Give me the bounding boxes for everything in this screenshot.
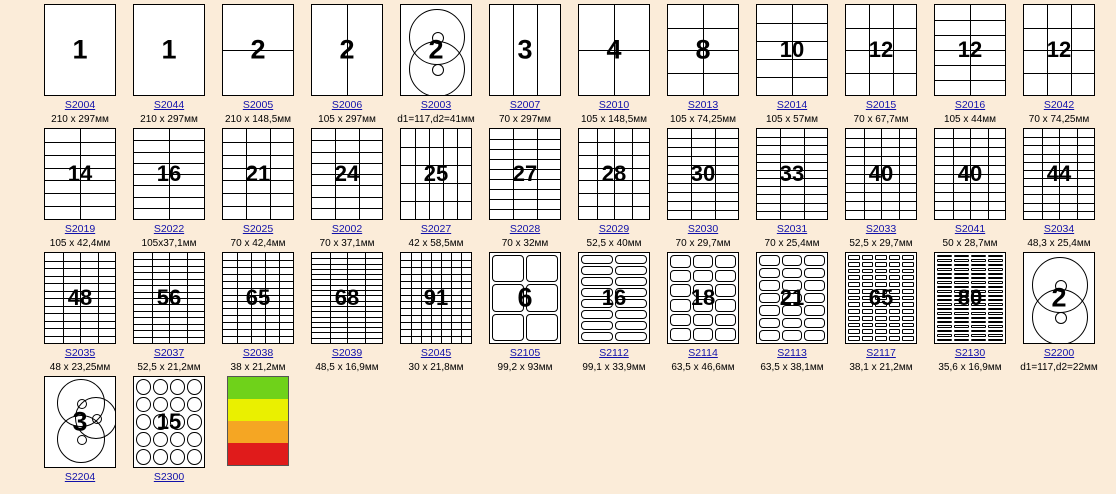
label-count: 12 <box>957 37 983 62</box>
template-dimensions: 70 x 29,7мм <box>675 237 731 249</box>
label-count: 25 <box>423 161 449 186</box>
label-count: 18 <box>690 285 716 310</box>
template-code-link[interactable]: S2114 <box>688 347 718 359</box>
template-code-link[interactable]: S2038 <box>242 347 274 359</box>
label-count: 15 <box>156 409 182 434</box>
template-dimensions: 52,5 x 21,2мм <box>137 361 201 373</box>
label-sheet-preview[interactable] <box>44 376 116 468</box>
template-code-link[interactable]: S2105 <box>509 347 541 359</box>
template-code-link[interactable]: S2007 <box>509 99 541 111</box>
label-count: 56 <box>156 285 182 310</box>
template-dimensions: 63,5 x 38,1мм <box>760 361 824 373</box>
template-dimensions: 70 x 297мм <box>498 113 552 125</box>
color-swatch <box>228 443 288 465</box>
template-dimensions: 105x37,1мм <box>141 237 197 249</box>
template-code-link[interactable]: S2029 <box>598 223 630 235</box>
label-template-item[interactable] <box>926 4 1014 125</box>
label-count: 8 <box>695 34 711 65</box>
label-template-item[interactable] <box>392 128 480 249</box>
label-sheet-preview[interactable] <box>222 252 294 344</box>
label-template-item[interactable] <box>303 4 391 125</box>
label-sheet-preview[interactable] <box>400 252 472 344</box>
label-sheet-preview[interactable] <box>667 252 739 344</box>
template-code-link[interactable]: S2033 <box>865 223 897 235</box>
label-count: 40 <box>957 161 983 186</box>
label-sheet-preview[interactable] <box>222 128 294 220</box>
label-sheet-preview[interactable] <box>845 4 917 96</box>
template-dimensions: 50 x 28,7мм <box>942 237 998 249</box>
template-dimensions: 99,2 x 93мм <box>497 361 553 373</box>
label-sheet-preview[interactable] <box>489 128 561 220</box>
template-code-link[interactable]: S2005 <box>242 99 274 111</box>
label-template-item[interactable] <box>36 376 124 484</box>
label-sheet-preview[interactable] <box>1023 128 1095 220</box>
template-code-link[interactable]: S2016 <box>954 99 986 111</box>
template-code-link[interactable]: S2031 <box>776 223 808 235</box>
label-template-item[interactable] <box>214 4 302 125</box>
label-count: 21 <box>779 285 805 310</box>
label-sheet-preview[interactable] <box>934 128 1006 220</box>
label-template-item[interactable] <box>214 376 302 466</box>
label-count: 24 <box>334 161 360 186</box>
template-code-link[interactable]: S2034 <box>1043 223 1075 235</box>
label-template-item[interactable] <box>570 252 658 373</box>
template-code-link[interactable]: S2200 <box>1043 347 1075 359</box>
label-sheet-preview[interactable] <box>578 252 650 344</box>
template-dimensions: d1=117,d2=41мм <box>397 113 475 125</box>
label-template-item[interactable] <box>659 252 747 373</box>
label-row <box>36 4 1116 128</box>
label-count: 3 <box>72 406 88 437</box>
label-count: 6 <box>517 282 533 313</box>
template-code-link[interactable]: S2022 <box>153 223 185 235</box>
template-dimensions: 105 x 42,4мм <box>49 237 111 249</box>
label-sheet-preview[interactable] <box>311 252 383 344</box>
label-sheet-preview[interactable] <box>489 4 561 96</box>
label-sheet-preview[interactable] <box>845 252 917 344</box>
template-dimensions: 70 x 74,25мм <box>1028 113 1090 125</box>
template-dimensions: 99,1 x 33,9мм <box>582 361 646 373</box>
label-count: 4 <box>606 34 622 65</box>
label-template-item[interactable] <box>837 252 925 373</box>
template-dimensions: 52,5 x 29,7мм <box>849 237 913 249</box>
label-count: 12 <box>868 37 894 62</box>
label-template-item[interactable] <box>748 252 836 373</box>
label-template-item[interactable] <box>303 128 391 249</box>
template-dimensions: 70 x 67,7мм <box>853 113 909 125</box>
template-code-link[interactable]: S2042 <box>1043 99 1075 111</box>
label-count: 30 <box>690 161 716 186</box>
label-template-item[interactable] <box>125 376 213 484</box>
label-count: 40 <box>868 161 894 186</box>
template-dimensions: 70 x 32мм <box>501 237 549 249</box>
label-sheet-preview[interactable] <box>756 128 828 220</box>
template-dimensions: 30 x 21,8мм <box>408 361 464 373</box>
color-swatch <box>228 421 288 443</box>
template-code-link[interactable]: S2028 <box>509 223 541 235</box>
label-template-item[interactable] <box>570 4 658 125</box>
label-count: 14 <box>67 161 93 186</box>
label-sheet-preview[interactable] <box>845 128 917 220</box>
template-code-link[interactable]: S2014 <box>776 99 808 111</box>
label-count: 16 <box>601 285 627 310</box>
label-count: 80 <box>957 285 983 310</box>
template-code-link[interactable]: S2035 <box>64 347 96 359</box>
template-code-link[interactable]: S2041 <box>954 223 986 235</box>
template-dimensions: 105 x 148,5мм <box>580 113 647 125</box>
template-code-link[interactable]: S2027 <box>420 223 452 235</box>
template-dimensions: 70 x 25,4мм <box>764 237 820 249</box>
label-count: 2 <box>339 34 355 65</box>
label-count: 27 <box>512 161 538 186</box>
template-dimensions: 210 x 297мм <box>140 113 198 125</box>
label-template-item[interactable] <box>570 128 658 249</box>
label-template-item[interactable] <box>748 128 836 249</box>
label-row <box>36 376 1116 494</box>
label-template-item[interactable] <box>837 128 925 249</box>
template-dimensions: 48 x 23,25мм <box>49 361 111 373</box>
label-sheet-preview[interactable] <box>222 4 294 96</box>
label-template-item[interactable] <box>481 4 569 125</box>
label-template-item[interactable] <box>125 128 213 249</box>
label-template-item[interactable] <box>659 4 747 125</box>
template-dimensions: 210 x 148,5мм <box>224 113 291 125</box>
label-sheet-preview[interactable] <box>44 4 116 96</box>
template-code-link[interactable]: S2300 <box>153 471 185 483</box>
label-count: 68 <box>334 285 360 310</box>
template-code-link[interactable]: S2015 <box>865 99 897 111</box>
label-count: 1 <box>72 34 88 65</box>
template-code-link[interactable]: S2045 <box>420 347 452 359</box>
label-sheet-preview[interactable] <box>133 252 205 344</box>
label-count: 65 <box>245 285 271 310</box>
label-sheet-preview[interactable] <box>489 252 561 344</box>
label-count: 33 <box>779 161 805 186</box>
template-code-link[interactable]: S2010 <box>598 99 630 111</box>
label-template-item[interactable] <box>36 252 124 373</box>
template-code-link[interactable]: S2002 <box>331 223 363 235</box>
template-dimensions: 38,1 x 21,2мм <box>849 361 913 373</box>
label-template-item[interactable] <box>392 252 480 373</box>
label-template-item[interactable] <box>36 4 124 125</box>
template-code-link[interactable]: S2113 <box>777 347 807 359</box>
template-dimensions: 70 x 42,4мм <box>230 237 286 249</box>
label-count: 65 <box>868 285 894 310</box>
label-template-item[interactable] <box>214 252 302 373</box>
label-count: 91 <box>423 285 449 310</box>
label-count: 28 <box>601 161 627 186</box>
label-count: 2 <box>250 34 266 65</box>
label-template-item[interactable] <box>1015 252 1103 373</box>
label-template-item[interactable] <box>659 128 747 249</box>
template-code-link[interactable]: S2019 <box>64 223 96 235</box>
template-code-link[interactable]: S2003 <box>420 99 452 111</box>
color-swatch-strip[interactable] <box>227 376 289 466</box>
label-sheet-preview[interactable] <box>1023 252 1095 344</box>
template-dimensions: 70 x 37,1мм <box>319 237 375 249</box>
label-count: 16 <box>156 161 182 186</box>
label-sheet-preview[interactable] <box>44 128 116 220</box>
label-template-item[interactable] <box>1015 128 1103 249</box>
label-template-item[interactable] <box>926 252 1014 373</box>
label-count: 2 <box>1051 282 1067 313</box>
label-template-item[interactable] <box>392 4 480 125</box>
template-code-link[interactable]: S2013 <box>687 99 719 111</box>
label-count: 10 <box>779 37 805 62</box>
label-sheet-preview[interactable] <box>44 252 116 344</box>
label-template-item[interactable] <box>748 4 836 125</box>
label-count: 3 <box>517 34 533 65</box>
label-sheet-preview[interactable] <box>667 4 739 96</box>
label-template-item[interactable] <box>36 128 124 249</box>
label-sheet-preview[interactable] <box>400 4 472 96</box>
label-row <box>36 128 1116 252</box>
template-code-link[interactable]: S2117 <box>866 347 896 359</box>
color-swatch <box>228 399 288 421</box>
label-row <box>36 252 1116 376</box>
label-sheet-preview[interactable] <box>578 4 650 96</box>
template-code-link[interactable]: S2037 <box>153 347 185 359</box>
template-dimensions: 38 x 21,2мм <box>230 361 286 373</box>
label-template-item[interactable] <box>837 4 925 125</box>
template-dimensions: 63,5 x 46,6мм <box>671 361 735 373</box>
label-sheet-preview[interactable] <box>133 4 205 96</box>
template-dimensions: 52,5 x 40мм <box>586 237 642 249</box>
template-code-link[interactable]: S2006 <box>331 99 363 111</box>
template-dimensions: 210 x 297мм <box>51 113 109 125</box>
label-sheet-preview[interactable] <box>667 128 739 220</box>
label-template-item[interactable] <box>1015 4 1103 125</box>
label-sheet-preview[interactable] <box>934 252 1006 344</box>
template-code-link[interactable]: S2130 <box>954 347 986 359</box>
template-dimensions: 48,3 x 25,4мм <box>1027 237 1091 249</box>
label-template-item[interactable] <box>481 128 569 249</box>
template-dimensions: 48,5 x 16,9мм <box>315 361 379 373</box>
label-sheet-preview[interactable] <box>133 376 205 468</box>
template-code-link[interactable]: S2004 <box>64 99 96 111</box>
template-dimensions: d1=117,d2=22мм <box>1020 361 1098 373</box>
label-sheet-preview[interactable] <box>400 128 472 220</box>
template-code-link[interactable]: S2204 <box>64 471 96 483</box>
label-template-item[interactable] <box>481 252 569 373</box>
template-dimensions: 35,6 x 16,9мм <box>938 361 1002 373</box>
template-code-link[interactable]: S2039 <box>331 347 363 359</box>
label-count: 1 <box>161 34 177 65</box>
label-sheet-preview[interactable] <box>756 4 828 96</box>
label-sheet-preview[interactable] <box>311 128 383 220</box>
template-code-link[interactable]: S2044 <box>153 99 185 111</box>
label-template-item[interactable] <box>303 252 391 373</box>
template-dimensions: 105 x 57мм <box>765 113 819 125</box>
label-count: 44 <box>1046 161 1072 186</box>
label-sheet-preview[interactable] <box>1023 4 1095 96</box>
label-count: 2 <box>428 34 444 65</box>
label-sheet-preview[interactable] <box>756 252 828 344</box>
template-dimensions: 105 x 74,25мм <box>669 113 736 125</box>
label-template-item[interactable] <box>214 128 302 249</box>
template-dimensions: 105 x 297мм <box>318 113 376 125</box>
label-template-item[interactable] <box>926 128 1014 249</box>
template-dimensions: 42 x 58,5мм <box>408 237 464 249</box>
label-count: 21 <box>245 161 271 186</box>
label-sheet-preview[interactable] <box>133 128 205 220</box>
label-sheet-preview[interactable] <box>311 4 383 96</box>
template-code-link[interactable]: S2025 <box>242 223 274 235</box>
label-template-item[interactable] <box>125 4 213 125</box>
label-sheet-preview[interactable] <box>578 128 650 220</box>
color-swatch <box>228 377 288 399</box>
label-count: 12 <box>1046 37 1072 62</box>
template-code-link[interactable]: S2112 <box>599 347 629 359</box>
label-count: 48 <box>67 285 93 310</box>
template-code-link[interactable]: S2030 <box>687 223 719 235</box>
label-template-item[interactable] <box>125 252 213 373</box>
template-dimensions: 105 x 44мм <box>943 113 997 125</box>
label-sheet-preview[interactable] <box>934 4 1006 96</box>
